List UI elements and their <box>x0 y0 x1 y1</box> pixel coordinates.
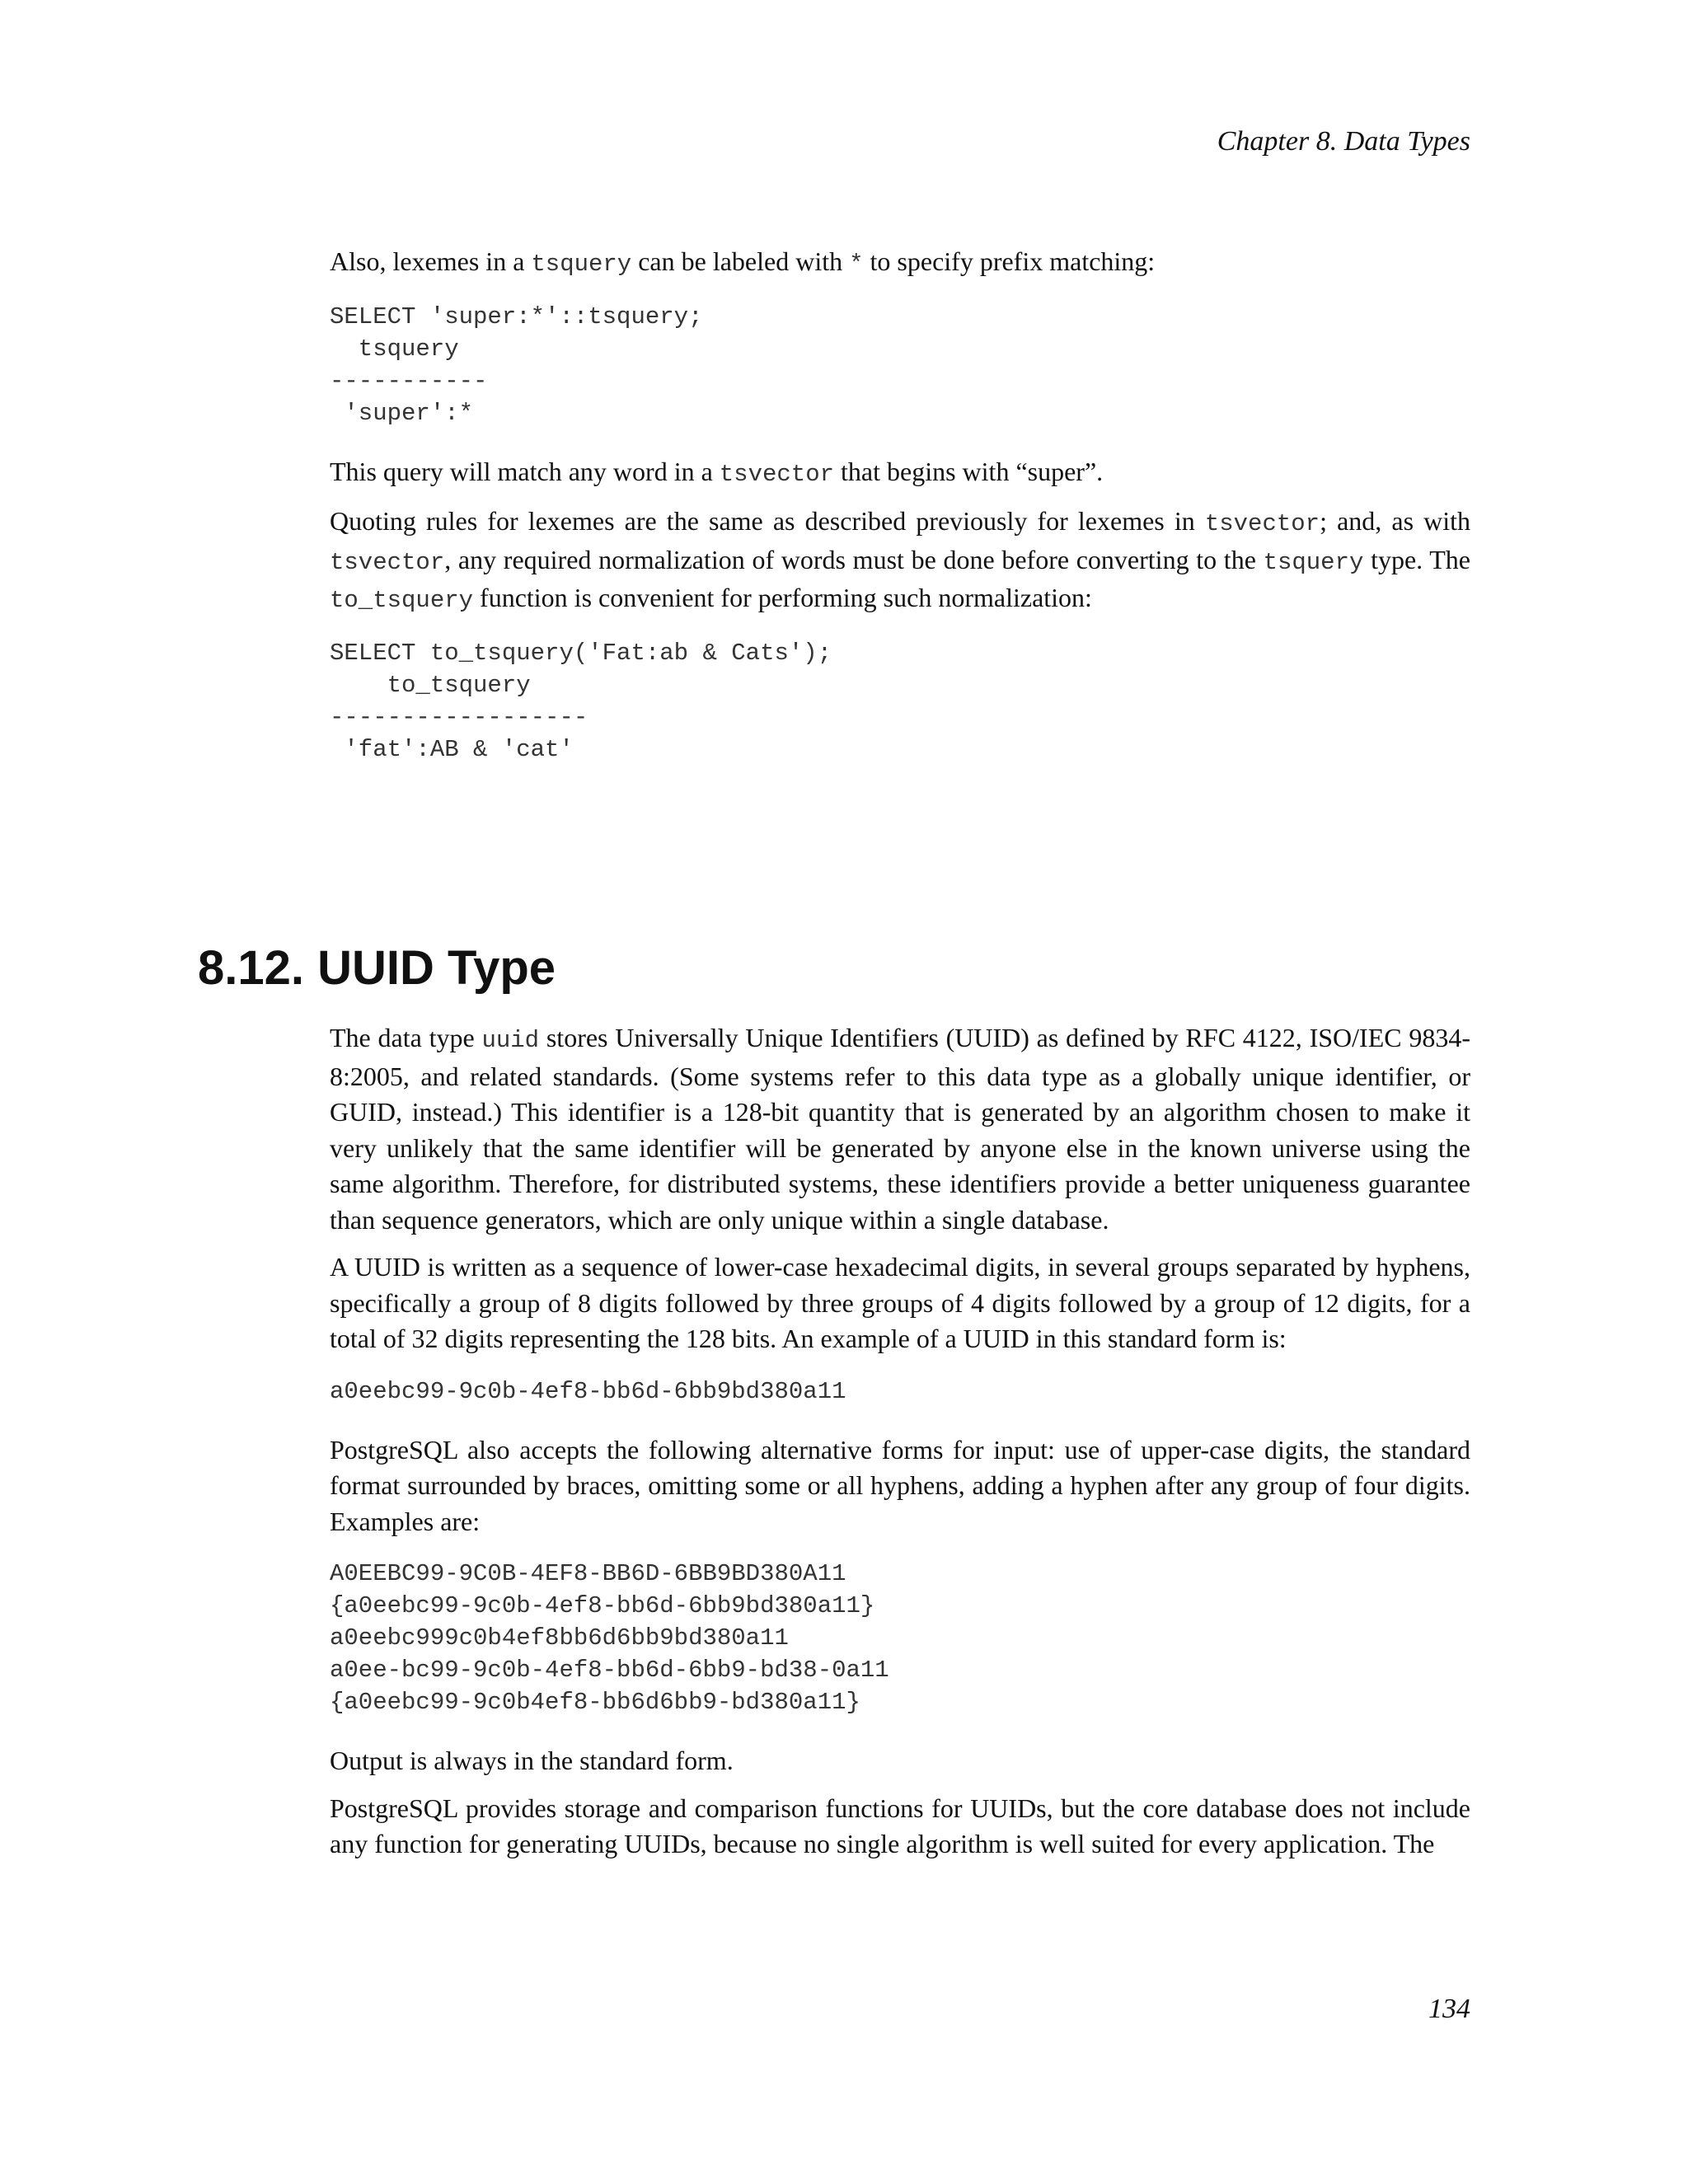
page-number: 134 <box>1428 1994 1470 2024</box>
paragraph-match-super <box>330 454 1470 493</box>
text-run: type. The <box>1363 544 1470 574</box>
inline-code: tsvector <box>330 548 445 576</box>
text-run: The data type <box>330 1023 482 1052</box>
paragraph-uuid-definition <box>330 1020 1470 1238</box>
text-run: Also, lexemes in a <box>330 246 532 276</box>
paragraph-quoting-rules <box>330 504 1470 619</box>
paragraph-uuid-format: A UUID is written as a sequence of lower-case hexadecimal digits, in several groups separated by hyphens, specifically a group of 8 digits followed by three groups of 4 digits followed by a group of 12 digits, for a total of 32 digits representing the 128 bits. An example of a UUID in this standard form is: <box>330 1252 1470 1353</box>
code-block-prefix-query: SELECT 'super:*'::tsquery; tsquery ----------- 'super':* <box>330 302 703 427</box>
inline-code: tsvector <box>1204 510 1320 537</box>
inline-code: tsvector <box>719 460 835 488</box>
paragraph-uuid-generation: PostgreSQL provides storage and comparison functions for UUIDs, but the core database does not include any function for generating UUIDs, because no single algorithm is well suited for every application. The <box>330 1793 1470 1858</box>
running-header: Chapter 8. Data Types <box>1217 126 1470 157</box>
section-content-uuid <box>330 1020 1470 1874</box>
section-content-text-search <box>330 244 1470 790</box>
text-run: function is convenient for performing such normalization: <box>473 583 1092 612</box>
section-heading: 8.12. UUID Type <box>198 941 556 995</box>
text-run: that begins with “super”. <box>834 456 1104 486</box>
inline-code: to_tsquery <box>330 587 474 614</box>
paragraph-prefix-matching <box>330 244 1470 283</box>
paragraph-alternative-forms: PostgreSQL also accepts the following alternative forms for input: use of upper-case digits, the standard format surrounded by braces, omitting some or all hyphens, adding a hyphen after any group of four digits. Examples are: <box>330 1434 1470 1536</box>
inline-code: * <box>849 251 864 278</box>
text-run: stores Universally Unique Identifiers (UUID) as defined by RFC 4122, ISO/IEC 9834-8:2005, and related standards. (Some systems refer to this data type as a globally unique identifier, or GUID, instead.) This identifier is a 128-bit quantity that is generated by an algorithm chosen to make it very unlikely that the same identifier will be generated by anyone else in the known universe using the same algorithm. Therefore, for distributed systems, these identifiers provide a better uniqueness guarantee than sequence generators, which are only unique within a single database. <box>330 1023 1471 1235</box>
code-block-uuid-variants: A0EEBC99-9C0B-4EF8-BB6D-6BB9BD380A11 {a0eebc99-9c0b-4ef8-bb6d-6bb9bd380a11} a0eebc999c0b4ef8bb6d6bb9bd380a11 a0ee-bc99-9c0b-4ef8-bb6d-6bb9-bd38-0a11 {a0eebc99-9c0b4ef8-bb6d6bb9-bd380a11} <box>330 1560 889 1716</box>
text-run: Quoting rules for lexemes are the same as described previously for lexemes in <box>330 506 1205 536</box>
paragraph-output-form: Output is always in the standard form. <box>330 1746 734 1775</box>
text-run: to specify prefix matching: <box>863 246 1156 276</box>
inline-code: uuid <box>481 1027 540 1054</box>
text-run: , any required normalization of words must be done before converting to the <box>444 544 1264 574</box>
text-run: can be labeled with <box>631 246 850 276</box>
code-block-to-tsquery: SELECT to_tsquery('Fat:ab & Cats'); to_tsquery ------------------ 'fat':AB & 'cat' <box>330 639 832 763</box>
text-run: ; and, as with <box>1320 506 1471 536</box>
inline-code: tsquery <box>531 251 632 278</box>
text-run: This query will match any word in a <box>330 456 720 486</box>
code-block-uuid-example: a0eebc99-9c0b-4ef8-bb6d-6bb9bd380a11 <box>330 1377 846 1405</box>
inline-code: tsquery <box>1263 548 1364 576</box>
